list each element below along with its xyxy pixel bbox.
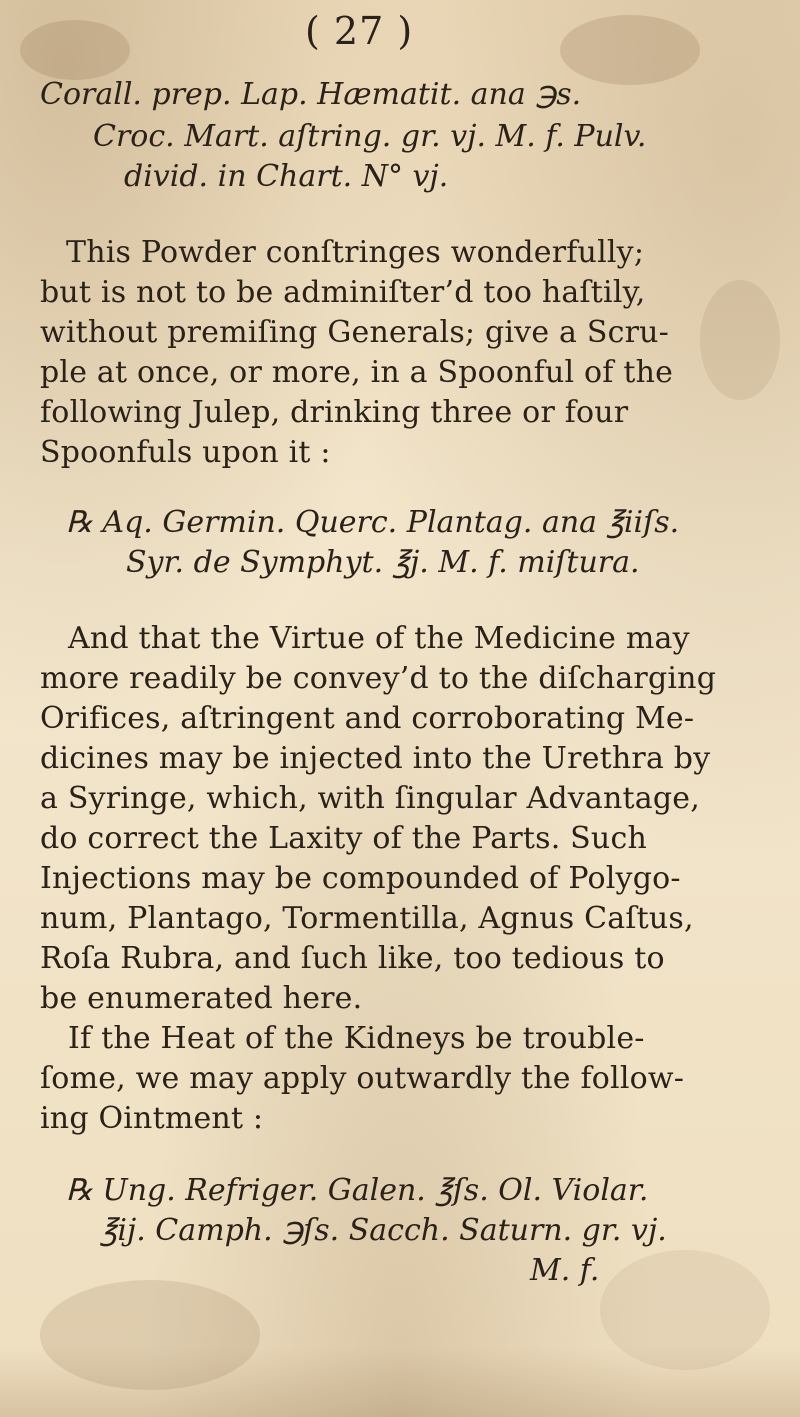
paragraph-1-line-6: Spoonfuls upon it : — [40, 435, 331, 470]
paper-stain — [560, 15, 700, 85]
paper-stain — [20, 20, 130, 80]
paper-stain — [700, 280, 780, 400]
paragraph-1-line-5: following Julep, drinking three or four — [40, 395, 629, 430]
paragraph-2-line-1: And that the Virtue of the Medicine may — [68, 621, 690, 656]
paragraph-2-line-9: Roſa Rubra, and ſuch like, too tedious to — [40, 941, 665, 976]
paragraph-2-line-3: Orifices, aſtringent and corroborating Me- — [40, 701, 695, 736]
recipe-1-line-2: Croc. Mart. aſtring. gr. vj. M. f. Pulv. — [93, 119, 647, 154]
page-number: ( 27 ) — [305, 9, 414, 53]
recipe-1-line-3: divid. in Chart. N° vj. — [124, 159, 449, 194]
recipe-2-line-2: Syr. de Symphyt. ℥j. M. f. miſtura. — [126, 545, 640, 580]
recipe-1-line-1: Corall. prep. Lap. Hæmatit. ana ℈s. — [40, 77, 582, 112]
paragraph-1-line-2: but is not to be adminiſter’d too haſtily, — [40, 275, 646, 310]
recipe-3-line-1: ℞ Ung. Refriger. Galen. ℥ſs. Ol. Violar. — [66, 1173, 649, 1208]
paragraph-1-line-1: This Powder conſtringes wonderfully; — [66, 235, 645, 270]
paragraph-2-line-7: Injections may be compounded of Polygo- — [40, 861, 681, 896]
paragraph-2-line-2: more readily be convey’d to the diſcharging — [40, 661, 717, 696]
paper-edge-shadow — [0, 1347, 800, 1417]
paragraph-2-line-6: do correct the Laxity of the Parts. Such — [40, 821, 647, 856]
paragraph-3-line-2: ſome, we may apply outwardly the follow- — [40, 1061, 685, 1096]
paragraph-3-line-3: ing Ointment : — [40, 1101, 264, 1136]
paragraph-2-line-10: be enumerated here. — [40, 981, 363, 1016]
paragraph-3-line-1: If the Heat of the Kidneys be trouble- — [68, 1021, 645, 1056]
paragraph-1-line-3: without premiſing Generals; give a Scru- — [40, 315, 669, 350]
paragraph-2-line-4: dicines may be injected into the Urethra by — [40, 741, 711, 776]
paragraph-2-line-8: num, Plantago, Tormentilla, Agnus Caſtus, — [40, 901, 694, 936]
recipe-2-line-1: ℞ Aq. Germin. Querc. Plantag. ana ℥iiſs. — [66, 505, 680, 540]
recipe-3-line-2: ℥ij. Camph. ℈ſs. Sacch. Saturn. gr. vj. — [100, 1213, 667, 1248]
paragraph-1-line-4: ple at once, or more, in a Spoonful of the — [40, 355, 674, 390]
paragraph-2-line-5: a Syringe, which, with ſingular Advantage, — [40, 781, 700, 816]
recipe-3-line-3: M. f. — [530, 1253, 600, 1288]
